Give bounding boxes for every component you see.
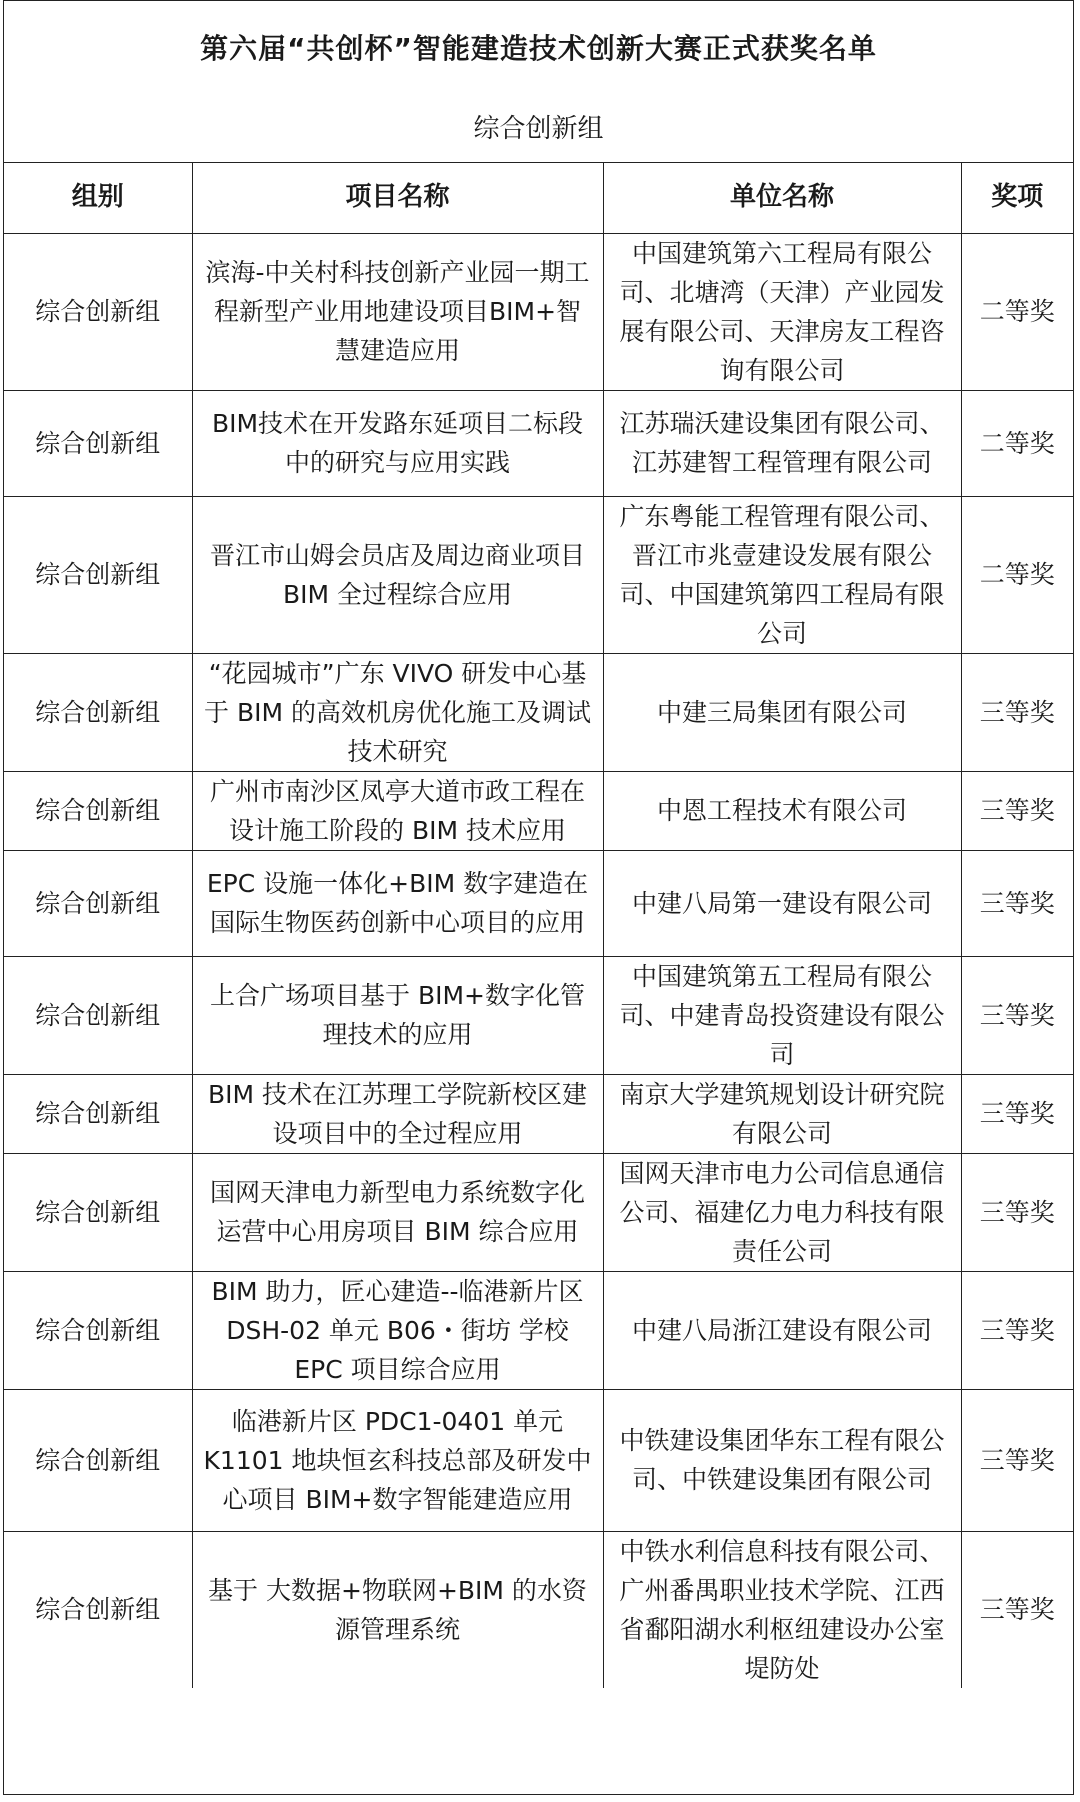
cell-unit: 江苏瑞沃建设集团有限公司、江苏建智工程管理有限公司	[603, 390, 961, 496]
cell-project: EPC 设施一体化+BIM 数字建造在国际生物医药创新中心项目的应用	[192, 850, 603, 956]
title-block	[4, 1, 1073, 163]
cell-project: 上合广场项目基于 BIM+数字化管理技术的应用	[192, 956, 603, 1074]
cell-unit: 南京大学建筑规划设计研究院有限公司	[603, 1074, 961, 1153]
cell-unit: 中建三局集团有限公司	[603, 653, 961, 771]
cell-project: BIM 技术在江苏理工学院新校区建设项目中的全过程应用	[192, 1074, 603, 1153]
table-row	[4, 956, 1073, 1074]
cell-award: 三等奖	[961, 1531, 1073, 1688]
cell-project: 临港新片区 PDC1-0401 单元 K1101 地块恒玄科技总部及研发中心项目 BIM+数字智能建造应用	[192, 1389, 603, 1531]
cell-unit: 中建八局第一建设有限公司	[603, 850, 961, 956]
cell-group: 综合创新组	[4, 1074, 192, 1153]
cell-group: 综合创新组	[4, 1271, 192, 1389]
cell-project: 基于 大数据+物联网+BIM 的水资源管理系统	[192, 1531, 603, 1688]
table-row	[4, 653, 1073, 771]
cell-project: 晋江市山姆会员店及周边商业项目 BIM 全过程综合应用	[192, 496, 603, 653]
cell-award: 三等奖	[961, 1271, 1073, 1389]
table-row	[4, 1531, 1073, 1688]
table-row	[4, 1074, 1073, 1153]
cell-award: 三等奖	[961, 850, 1073, 956]
cell-unit: 中建八局浙江建设有限公司	[603, 1271, 961, 1389]
cell-award: 三等奖	[961, 771, 1073, 850]
cell-unit: 中国建筑第六工程局有限公司、北塘湾（天津）产业园发展有限公司、天津房友工程咨询有限公司	[603, 233, 961, 390]
cell-unit: 中国建筑第五工程局有限公司、中建青岛投资建设有限公司	[603, 956, 961, 1074]
cell-project: BIM 助力，匠心建造--临港新片区 DSH-02 单元 B06・街坊 学校 EPC 项目综合应用	[192, 1271, 603, 1389]
cell-unit: 国网天津市电力公司信息通信公司、福建亿力电力科技有限责任公司	[603, 1153, 961, 1271]
table-row	[4, 850, 1073, 956]
table-row	[4, 233, 1073, 390]
header-project: 项目名称	[192, 163, 603, 233]
header-row	[4, 163, 1073, 233]
cell-award: 三等奖	[961, 1389, 1073, 1531]
cell-award: 二等奖	[961, 496, 1073, 653]
cell-project: BIM技术在开发路东延项目二标段中的研究与应用实践	[192, 390, 603, 496]
table-row	[4, 390, 1073, 496]
cell-unit: 中铁建设集团华东工程有限公司、中铁建设集团有限公司	[603, 1389, 961, 1531]
cell-award: 三等奖	[961, 1074, 1073, 1153]
cell-group: 综合创新组	[4, 1531, 192, 1688]
cell-group: 综合创新组	[4, 771, 192, 850]
table-row	[4, 771, 1073, 850]
cell-project: 广州市南沙区凤亭大道市政工程在设计施工阶段的 BIM 技术应用	[192, 771, 603, 850]
header-unit: 单位名称	[603, 163, 961, 233]
cell-project: “花园城市”广东 VIVO 研发中心基于 BIM 的高效机房优化施工及调试技术研究	[192, 653, 603, 771]
award-table	[4, 163, 1073, 1688]
cell-group: 综合创新组	[4, 956, 192, 1074]
cell-unit: 中铁水利信息科技有限公司、广州番禺职业技术学院、江西省鄱阳湖水利枢纽建设办公室堤防处	[603, 1531, 961, 1688]
cell-award: 二等奖	[961, 233, 1073, 390]
cell-project: 国网天津电力新型电力系统数字化运营中心用房项目 BIM 综合应用	[192, 1153, 603, 1271]
cell-group: 综合创新组	[4, 390, 192, 496]
group-subtitle: 综合创新组	[473, 114, 604, 144]
page-title: 第六届“共创杯”智能建造技术创新大赛正式获奖名单	[200, 32, 877, 65]
cell-unit: 中恩工程技术有限公司	[603, 771, 961, 850]
cell-group: 综合创新组	[4, 233, 192, 390]
cell-award: 三等奖	[961, 1153, 1073, 1271]
cell-award: 三等奖	[961, 653, 1073, 771]
cell-award: 二等奖	[961, 390, 1073, 496]
table-row	[4, 496, 1073, 653]
table-row	[4, 1153, 1073, 1271]
cell-group: 综合创新组	[4, 850, 192, 956]
cell-group: 综合创新组	[4, 1389, 192, 1531]
cell-group: 综合创新组	[4, 496, 192, 653]
header-group: 组别	[4, 163, 192, 233]
header-award: 奖项	[961, 163, 1073, 233]
award-list-sheet	[3, 0, 1074, 1795]
cell-award: 三等奖	[961, 956, 1073, 1074]
table-row	[4, 1389, 1073, 1531]
cell-group: 综合创新组	[4, 1153, 192, 1271]
table-row	[4, 1271, 1073, 1389]
cell-group: 综合创新组	[4, 653, 192, 771]
cell-project: 滨海-中关村科技创新产业园一期工程新型产业用地建设项目BIM+智慧建造应用	[192, 233, 603, 390]
cell-unit: 广东粤能工程管理有限公司、晋江市兆壹建设发展有限公司、中国建筑第四工程局有限公司	[603, 496, 961, 653]
